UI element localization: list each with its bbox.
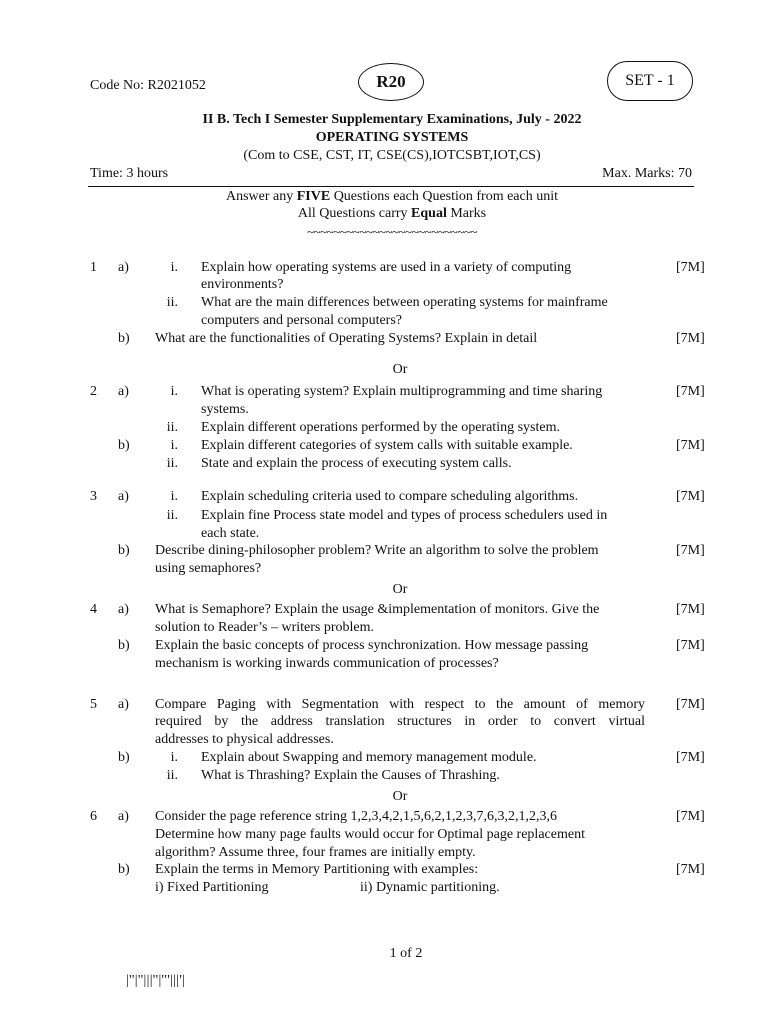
question-text: Describe dining-philosopher problem? Write an algorithm to solve the problem bbox=[155, 543, 599, 558]
instruction-emphasis: FIVE bbox=[296, 189, 331, 204]
part-label: b) bbox=[118, 862, 130, 877]
question-text: Explain different operations performed by the operating system. bbox=[201, 420, 560, 435]
marks-label: [7M] bbox=[676, 331, 705, 346]
instruction-text: All Questions carry bbox=[297, 206, 412, 221]
marks-label: [7M] bbox=[676, 697, 705, 712]
marks-label: [7M] bbox=[676, 638, 705, 653]
part-label: a) bbox=[118, 260, 129, 275]
or-separator: Or bbox=[392, 362, 408, 377]
sub-part-label: ii. bbox=[166, 295, 178, 310]
question-text: solution to Reader’s – writers problem. bbox=[155, 620, 375, 635]
question-text: computers and personal computers? bbox=[201, 313, 402, 328]
question-text: each state. bbox=[201, 526, 260, 541]
question-text: What are the functionalities of Operating Systems? Explain in detail bbox=[155, 331, 538, 346]
question-number: 1 bbox=[90, 260, 97, 275]
question-text: Explain the terms in Memory Partitioning with examples: bbox=[155, 862, 479, 877]
marks-label: [7M] bbox=[676, 260, 705, 275]
tilde-separator: ~~~~~~~~~~~~~~~~~~~~~~~~~~ bbox=[307, 224, 477, 239]
question-text: What is operating system? Explain multiprogramming and time sharing bbox=[201, 384, 603, 399]
sub-part-label: i. bbox=[170, 489, 178, 504]
part-label: b) bbox=[118, 438, 130, 453]
question-text: Consider the page reference string 1,2,3,4,2,1,5,6,2,1,2,3,7,6,3,2,1,2,3,6 bbox=[155, 809, 558, 824]
sub-part-label: ii. bbox=[166, 768, 178, 783]
marks-label: [7M] bbox=[676, 862, 705, 877]
instruction-text: Answer any bbox=[225, 189, 297, 204]
question-text: Determine how many page faults would occur for Optimal page replacement bbox=[155, 827, 585, 842]
part-label: a) bbox=[118, 809, 129, 824]
marks-label: [7M] bbox=[676, 543, 705, 558]
question-text: required by the address translation structures in order to convert virtual bbox=[155, 714, 645, 729]
marks-label: [7M] bbox=[676, 602, 705, 617]
sub-part-label: i. bbox=[170, 750, 178, 765]
sub-part-label: ii. bbox=[166, 508, 178, 523]
question-text: addresses to physical addresses. bbox=[155, 732, 334, 747]
sub-part-label: ii. bbox=[166, 420, 178, 435]
regulation-badge bbox=[358, 63, 424, 101]
instruction-emphasis: Equal bbox=[411, 206, 447, 221]
question-number: 2 bbox=[90, 384, 97, 399]
marks-label: [7M] bbox=[676, 750, 705, 765]
question-text: State and explain the process of executing system calls. bbox=[201, 456, 512, 471]
marks-label: [7M] bbox=[676, 384, 705, 399]
question-text: Explain how operating systems are used in a variety of computing bbox=[201, 260, 572, 275]
question-text: Compare Paging with Segmentation with respect to the amount of memory bbox=[155, 697, 645, 712]
instruction-text: Questions each Question from each unit bbox=[330, 189, 559, 204]
regulation-label: R20 bbox=[376, 72, 406, 91]
set-label: SET - 1 bbox=[625, 72, 675, 89]
sub-part-label: ii. bbox=[166, 456, 178, 471]
question-text: What are the main differences between operating systems for mainframe bbox=[201, 295, 608, 310]
part-label: a) bbox=[118, 697, 129, 712]
question-text: Explain scheduling criteria used to compare scheduling algorithms. bbox=[201, 489, 579, 504]
question-text: mechanism is working inwards communication of processes? bbox=[155, 656, 499, 671]
question-number: 3 bbox=[90, 489, 97, 504]
branches-line: (Com to CSE, CST, IT, CSE(CS),IOTCSBT,IOT,CS) bbox=[243, 148, 541, 163]
question-number: 4 bbox=[90, 602, 97, 617]
or-separator: Or bbox=[392, 789, 408, 804]
subject-title: OPERATING SYSTEMS bbox=[315, 130, 469, 145]
part-label: b) bbox=[118, 750, 130, 765]
set-badge bbox=[607, 61, 693, 101]
part-label: b) bbox=[118, 543, 130, 558]
question-text: What is Semaphore? Explain the usage &implementation of monitors. Give the bbox=[155, 602, 600, 617]
max-marks: Max. Marks: 70 bbox=[602, 166, 692, 181]
option-text: ii) Dynamic partitioning. bbox=[360, 880, 500, 895]
question-text: Explain different categories of system calls with suitable example. bbox=[201, 438, 573, 453]
marks-label: [7M] bbox=[676, 438, 705, 453]
code-number: Code No: R2021052 bbox=[90, 78, 206, 93]
sub-part-label: i. bbox=[170, 384, 178, 399]
question-text: Explain about Swapping and memory management module. bbox=[201, 750, 537, 765]
question-text: What is Thrashing? Explain the Causes of Thrashing. bbox=[201, 768, 500, 783]
part-label: b) bbox=[118, 331, 130, 346]
option-text: i) Fixed Partitioning bbox=[155, 880, 269, 895]
marks-label: [7M] bbox=[676, 489, 705, 504]
question-number: 5 bbox=[90, 697, 97, 712]
part-label: a) bbox=[118, 384, 129, 399]
question-text: Explain the basic concepts of process synchronization. How message passing bbox=[155, 638, 589, 653]
question-text: using semaphores? bbox=[155, 561, 262, 576]
or-separator: Or bbox=[392, 582, 408, 597]
part-label: b) bbox=[118, 638, 130, 653]
question-text: algorithm? Assume three, four frames are initially empty. bbox=[155, 845, 476, 860]
exam-title: II B. Tech I Semester Supplementary Examinations, July - 2022 bbox=[202, 112, 582, 127]
sub-part-label: i. bbox=[170, 438, 178, 453]
question-text: Explain fine Process state model and types of process schedulers used in bbox=[201, 508, 608, 523]
instruction-line-2 bbox=[0, 206, 768, 222]
header-divider bbox=[88, 186, 694, 187]
page-number: 1 of 2 bbox=[389, 946, 423, 961]
part-label: a) bbox=[118, 489, 129, 504]
question-number: 6 bbox=[90, 809, 97, 824]
sub-part-label: i. bbox=[170, 260, 178, 275]
barcode: |''|''|||''|'''|||'| bbox=[126, 973, 186, 988]
time-allowed: Time: 3 hours bbox=[90, 166, 169, 181]
question-text: systems. bbox=[201, 402, 249, 417]
question-text: environments? bbox=[201, 277, 284, 292]
marks-label: [7M] bbox=[676, 809, 705, 824]
instruction-line-1 bbox=[0, 189, 768, 205]
instruction-text: Marks bbox=[446, 206, 487, 221]
part-label: a) bbox=[118, 602, 129, 617]
